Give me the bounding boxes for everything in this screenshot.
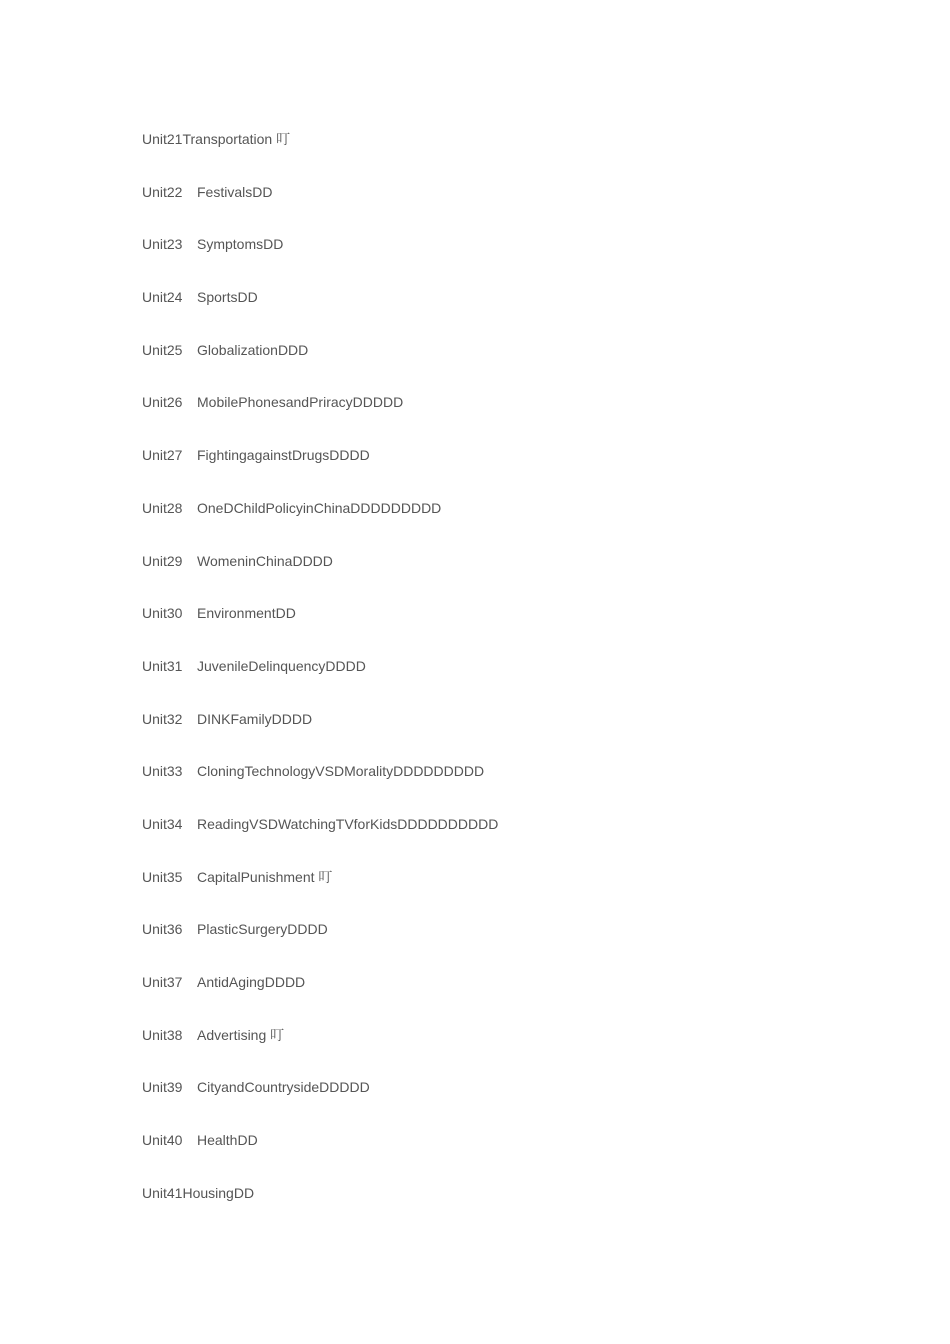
- unit-number: Unit22: [142, 183, 183, 200]
- unit-title: Transportation 叮: [182, 131, 291, 147]
- unit-item: [142, 1077, 498, 1130]
- unit-item: [142, 867, 498, 920]
- unit-title: SymptomsDD: [197, 236, 284, 253]
- unit-title: GlobalizationDDD: [197, 341, 309, 358]
- unit-title: JuvenileDelinquencyDDDD: [197, 657, 366, 674]
- unit-item: [142, 972, 498, 1025]
- unit-item: [142, 445, 498, 498]
- unit-item: [142, 129, 498, 182]
- unit-title: FestivalsDD: [197, 183, 273, 200]
- unit-item: [142, 182, 498, 235]
- unit-number: Unit21: [142, 131, 183, 147]
- unit-number: Unit27: [142, 447, 183, 464]
- unit-number: Unit34: [142, 815, 183, 832]
- unit-title: FightingagainstDrugsDDDD: [197, 447, 370, 464]
- unit-item: [142, 1025, 498, 1078]
- unit-item: [142, 603, 498, 656]
- unit-number: Unit29: [142, 552, 183, 569]
- unit-number: Unit26: [142, 394, 183, 411]
- unit-number: Unit33: [142, 763, 183, 780]
- unit-item: [142, 234, 498, 287]
- unit-title: PlasticSurgeryDDDD: [197, 921, 328, 938]
- unit-number: Unit40: [142, 1132, 183, 1149]
- unit-number: Unit25: [142, 341, 183, 358]
- unit-number: Unit24: [142, 289, 183, 306]
- unit-title: OneDChildPolicyinChinaDDDDDDDDD: [197, 499, 442, 516]
- unit-title: MobilePhonesandPriracyDDDDD: [197, 394, 404, 411]
- unit-item: [142, 392, 498, 445]
- unit-number: Unit41: [142, 1184, 183, 1201]
- unit-title: DINKFamilyDDDD: [197, 710, 313, 727]
- unit-number: Unit32: [142, 710, 183, 727]
- unit-title: ReadingVSDWatchingTVforKidsDDDDDDDDDD: [197, 815, 499, 832]
- unit-number: Unit39: [142, 1079, 183, 1096]
- unit-number: Unit35: [142, 868, 183, 885]
- unit-item: [142, 656, 498, 709]
- unit-number: Unit38: [142, 1026, 183, 1043]
- unit-item: [142, 551, 498, 604]
- unit-number: Unit23: [142, 236, 183, 253]
- unit-title: WomeninChinaDDDD: [197, 552, 333, 569]
- unit-item: [142, 761, 498, 814]
- unit-item: [142, 919, 498, 972]
- unit-item: [142, 340, 498, 393]
- unit-item: [142, 1183, 498, 1236]
- unit-number: Unit36: [142, 921, 183, 938]
- unit-title: HousingDD: [182, 1184, 255, 1201]
- unit-item: [142, 498, 498, 551]
- unit-title: CityandCountrysideDDDDD: [197, 1079, 370, 1096]
- unit-item: [142, 1130, 498, 1183]
- unit-list: [142, 129, 498, 1235]
- unit-title: Advertising 叮: [197, 1026, 285, 1043]
- unit-title: AntidAgingDDDD: [197, 974, 306, 990]
- unit-item: [142, 814, 498, 867]
- unit-item: [142, 287, 498, 340]
- unit-number: Unit30: [142, 605, 183, 622]
- unit-item: [142, 709, 498, 762]
- unit-title: HealthDD: [197, 1132, 258, 1149]
- unit-title: CapitalPunishment 叮: [197, 868, 333, 885]
- unit-title: EnvironmentDD: [197, 605, 296, 622]
- unit-number: Unit31: [142, 657, 183, 674]
- unit-title: SportsDD: [197, 289, 258, 306]
- unit-number: Unit28: [142, 499, 183, 516]
- unit-title: CloningTechnologyVSDMoralityDDDDDDDDD: [197, 763, 485, 780]
- unit-number: Unit37: [142, 974, 183, 990]
